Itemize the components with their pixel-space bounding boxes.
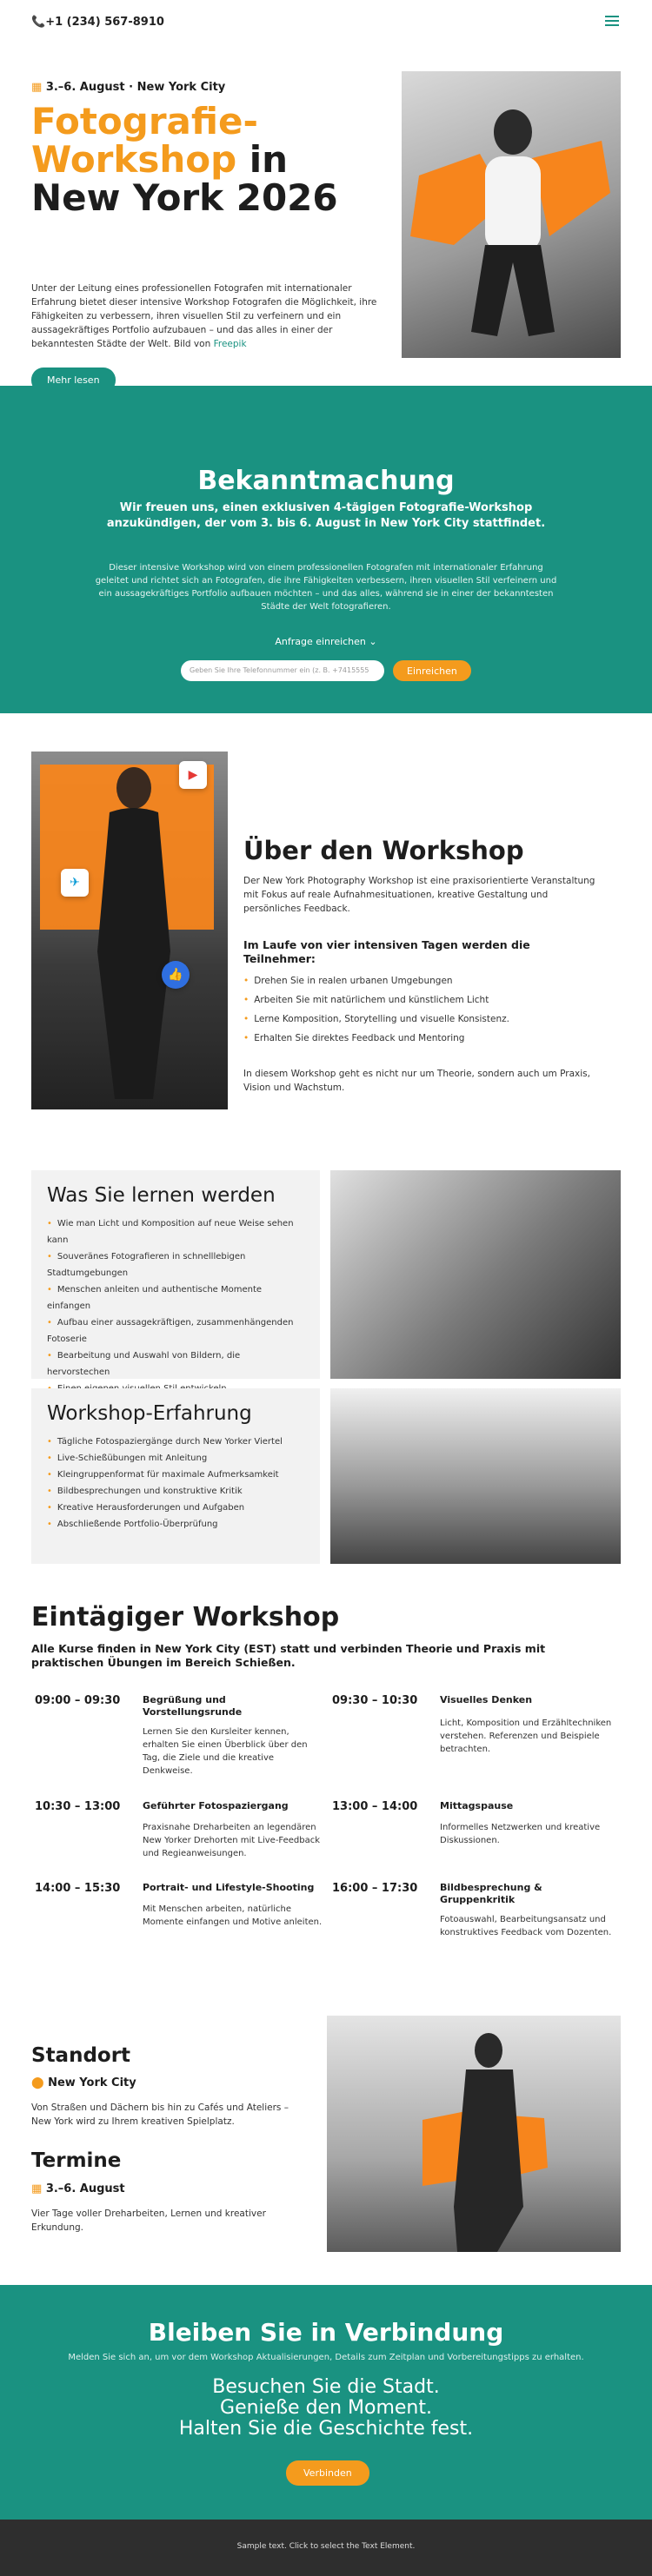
freepik-link[interactable]: Freepik <box>213 339 247 349</box>
chevron-down-icon: ⌄ <box>369 636 377 647</box>
list-item: • Abschließende Portfolio-Überprüfung <box>47 1516 304 1533</box>
calendar-icon: ▦ <box>31 2182 46 2195</box>
pin-icon: ⬤ <box>31 2076 49 2089</box>
telegram-icon: ✈ <box>61 869 89 897</box>
list-item: • Erhalten Sie direktes Feedback und Mentoring <box>243 1029 609 1048</box>
phone-input[interactable]: Geben Sie Ihre Telefonnummer ein (z. B. +7415555 <box>181 660 384 681</box>
about-footnote: In diesem Workshop geht es nicht nur um Theorie, sondern auch um Praxis, Vision und Wachstum. <box>243 1069 590 1093</box>
dates-title: Termine <box>31 2149 122 2172</box>
submit-button[interactable]: Einreichen <box>393 660 471 681</box>
phone-icon: 📞 <box>31 16 46 29</box>
hamburger-icon[interactable] <box>605 16 619 26</box>
about-figure <box>31 752 228 1109</box>
connect-button[interactable]: Verbinden <box>286 2460 369 2486</box>
model-figure <box>31 752 228 1109</box>
location-graphic <box>327 2016 621 2252</box>
list-item: • Menschen anleiten und authentische Momente einfangen <box>47 1281 304 1314</box>
schedule-title: Eintägiger Workshop <box>31 1602 340 1632</box>
location-photo <box>327 2016 621 2252</box>
location-title: Standort <box>31 2044 131 2067</box>
list-item: • Aufbau einer aussagekräftigen, zusammenhängenden Fotoserie <box>47 1314 304 1348</box>
hero-date: ▦ 3.–6. August · New York City <box>31 81 226 94</box>
list-item: • Kreative Herausforderungen und Aufgaben <box>47 1500 304 1516</box>
schedule-sub: Alle Kurse finden in New York City (EST) statt und verbinden Theorie und Praxis mit praktischen Übungen im Bereich Schießen. <box>31 1642 546 1669</box>
announcement-title: Bekanntmachung <box>197 466 455 496</box>
about-text: Der New York Photography Workshop ist eine praxisorientierte Veranstaltung mit Fokus auf reale Aufnahmesituationen, kreative Gestaltung und persönliches Feedback. <box>243 876 595 914</box>
experience-box <box>31 1388 320 1564</box>
location-text: Von Straßen und Dächern bis hin zu Cafés und Ateliers – New York wird zu Ihrem kreativen Spielplatz. <box>31 2103 289 2127</box>
stay-text: Melden Sie sich an, um vor dem Workshop Aktualisierungen, Details zum Zeitplan und Vorbereitungstipps zu erhalten. <box>68 2353 584 2362</box>
list-item: • Kleingruppenformat für maximale Aufmerksamkeit <box>47 1467 304 1483</box>
inquiry-link[interactable]: Anfrage einreichen ⌄ <box>275 636 377 647</box>
list-item: • Live-Schießübungen mit Anleitung <box>47 1450 304 1467</box>
about-title: Über den Workshop <box>243 836 524 865</box>
list-item: • Souveränes Fotografieren in schnelllebigen Stadtumgebungen <box>47 1248 304 1281</box>
list-item: • Arbeiten Sie mit natürlichem und künstlichem Licht <box>243 990 609 1010</box>
announcement-text: Dieser intensive Workshop wird von einem professionellen Fotografen mit internationaler Erfahrung geleitet und richtet sich an Fotografen, die ihre Fähigkeiten verbessern, ihren visuellen Stil verfeinern und ein aussagekräftiges Portfolio aufbauen möchten – und das alles, während sie in einer der bekanntesten Städte der Welt fotografieren. <box>95 563 557 612</box>
dates-value: ▦ 3.–6. August <box>31 2182 125 2195</box>
list-item: • Lerne Komposition, Storytelling und visuelle Konsistenz. <box>243 1010 609 1029</box>
read-more-button[interactable]: Mehr lesen <box>31 368 116 393</box>
list-item: • Tägliche Fotospaziergänge durch New Yorker Viertel <box>47 1434 304 1450</box>
experience-photo <box>330 1388 621 1564</box>
calendar-icon: ▦ <box>31 81 46 94</box>
learn-title: Was Sie lernen werden <box>47 1184 276 1207</box>
learn-photo <box>330 1170 621 1379</box>
learn-box <box>31 1170 320 1379</box>
youtube-icon: ▶ <box>179 761 207 789</box>
hero-description: Unter der Leitung eines professionellen Fotografen mit internationaler Erfahrung bietet dieser intensive Workshop Fotografen die Möglichkeit, ihre Fähigkeiten zu verbessern, ihren visuellen Stil zu verfeinern und ein aussagekräftiges Portfolio aufzubauen – und das alles in einer der bekanntesten Städte der Welt. Bild von Freepik <box>31 283 377 349</box>
footer-text: Sample text. Click to select the Text Element. <box>236 2542 416 2551</box>
about-subtitle: Im Laufe von vier intensiven Tagen werden die Teilnehmer: <box>243 938 530 965</box>
hero-graphic <box>402 71 621 358</box>
about-list <box>243 971 609 1048</box>
list-item: • Bearbeitung und Auswahl von Bildern, die hervorstechen <box>47 1348 304 1381</box>
announcement-sub: Wir freuen uns, einen exklusiven 4-tägigen Fotografie-Workshop anzukündigen, der vom 3. bis 6. August in New York City stattfindet. <box>106 501 546 530</box>
phone-number[interactable]: 📞+1 (234) 567-8910 <box>31 16 164 29</box>
location-place: ⬤ New York City <box>31 2076 136 2089</box>
experience-title: Workshop-Erfahrung <box>47 1402 252 1425</box>
list-item: • Bildbesprechungen und konstruktive Kritik <box>47 1483 304 1500</box>
like-icon: 👍 <box>162 961 190 989</box>
list-item: • Wie man Licht und Komposition auf neue Weise sehen kann <box>47 1215 304 1248</box>
stay-title: Bleiben Sie in Verbindung <box>148 2318 504 2347</box>
hero-title: Fotografie-Workshop in New York 2026 <box>31 100 338 219</box>
list-item: • Drehen Sie in realen urbanen Umgebungen <box>243 971 609 990</box>
stay-slogan: Besuchen Sie die Stadt. Genieße den Moment. Halten Sie die Geschichte fest. <box>178 2376 474 2440</box>
hero-photo <box>402 71 621 358</box>
dates-text: Vier Tage voller Dreharbeiten, Lernen und kreativer Erkundung. <box>31 2208 266 2233</box>
header <box>0 0 652 42</box>
